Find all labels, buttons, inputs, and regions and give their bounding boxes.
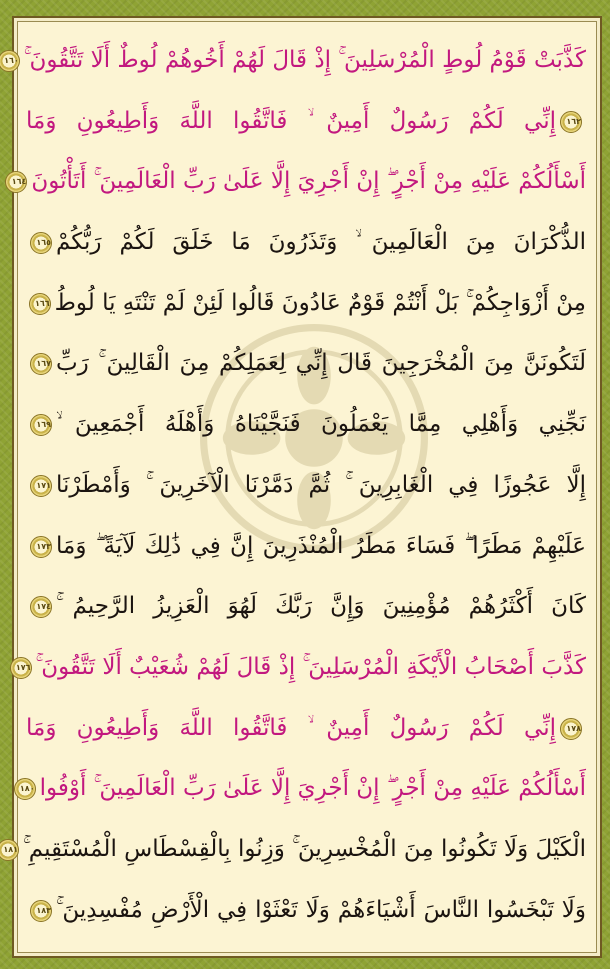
ayah-number-medallion: ١٦٤ — [5, 171, 27, 193]
text-line: وَلَا تَبْخَسُوا النَّاسَ أَشْيَاءَهُمْ وَلَا تَعْثَوْا فِي الْأَرْضِ مُفْسِدِينَ ۚ١٨٣ — [26, 880, 586, 941]
text-line: كَانَ أَكْثَرُهُمْ مُؤْمِنِينَ وَإِنَّ رَبَّكَ لَهُوَ الْعَزِيزُ الرَّحِيمُ ۚ١٧٤ — [26, 576, 586, 637]
ayah-number-medallion: ١٦٦ — [29, 293, 51, 315]
ayah-number-medallion: ١٦٩ — [30, 414, 52, 436]
ayah-number-medallion: ١٦٥ — [30, 232, 52, 254]
text-line: عَلَيْهِمْ مَطَرًا ۖ فَسَاءَ مَطَرُ الْمُنْذَرِينَ إِنَّ فِي ذَٰلِكَ لَآيَةً ۖ وَمَا١٧٣ — [26, 516, 586, 577]
text-line: أَسْأَلُكُمْ عَلَيْهِ مِنْ أَجْرٍ ۖ إِنْ أَجْرِيَ إِلَّا عَلَىٰ رَبِّ الْعَالَمِينَ ۚ أَوْفُوا١٨٠ — [26, 758, 586, 819]
ayah-number-medallion: ١٧٦ — [10, 657, 32, 679]
ayah-number-medallion: ١٧٤ — [30, 596, 52, 618]
ayah-number-medallion: ١٦٧ — [30, 353, 52, 375]
text-line: أَسْأَلُكُمْ عَلَيْهِ مِنْ أَجْرٍ ۖ إِنْ أَجْرِيَ إِلَّا عَلَىٰ رَبِّ الْعَالَمِينَ ۚ أَتَأْتُونَ١٦٤ — [26, 151, 586, 212]
ayah-number-medallion: ١٦٠ — [0, 50, 20, 72]
ayah-number-medallion: ١٧٨ — [560, 718, 582, 740]
ayah-number-medallion: ١٨٣ — [30, 900, 52, 922]
text-line: إِلَّا عَجُوزًا فِي الْغَابِرِينَ ۚ ثُمَّ دَمَّرْنَا الْآخَرِينَ ۚ وَأَمْطَرْنَا١٧١ — [26, 455, 586, 516]
text-lines — [3, 30, 586, 940]
text-line: كَذَّبَتْ قَوْمُ لُوطٍ الْمُرْسَلِينَ ۚ إِذْ قَالَ لَهُمْ أَخُوهُمْ لُوطٌ أَلَا تَتَّقُونَ ۚ١٦٠ — [26, 30, 586, 91]
text-line: لَتَكُونَنَّ مِنَ الْمُخْرَجِينَ قَالَ إِنِّي لِعَمَلِكُمْ مِنَ الْقَالِينَ ۚ رَبِّ١٦٧ — [26, 333, 586, 394]
text-line: كَذَّبَ أَصْحَابُ الْأَيْكَةِ الْمُرْسَلِينَ ۚ إِذْ قَالَ لَهُمْ شُعَيْبٌ أَلَا تَتَّقُونَ ۚ١٧٦ — [26, 637, 586, 698]
ayah-number-medallion: ١٨٠ — [14, 778, 36, 800]
ayah-number-medallion: ١٨١ — [0, 839, 19, 861]
text-line: ١٧٨إِنِّي لَكُمْ رَسُولٌ أَمِينٌ ۙ فَاتَّقُوا اللَّهَ وَأَطِيعُونِ وَمَا — [26, 714, 581, 741]
ayah-number-medallion: ١٧١ — [30, 475, 52, 497]
text-line: الذُّكْرَانَ مِنَ الْعَالَمِينَ ۙ وَتَذَرُونَ مَا خَلَقَ لَكُمْ رَبُّكُمْ١٦٥ — [26, 212, 586, 273]
text-line: ١٦٢إِنِّي لَكُمْ رَسُولٌ أَمِينٌ ۙ فَاتَّقُوا اللَّهَ وَأَطِيعُونِ وَمَا — [26, 107, 581, 134]
text-line: الْكَيْلَ وَلَا تَكُونُوا مِنَ الْمُخْسِرِينَ ۚ وَزِنُوا بِالْقِسْطَاسِ الْمُسْتَقِيمِ ۚ١٨١ — [26, 819, 586, 880]
text-line: مِنْ أَزْوَاجِكُمْ ۚ بَلْ أَنْتُمْ قَوْمٌ عَادُونَ قَالُوا لَئِنْ لَمْ تَنْتَهِ يَا لُوطُ١٦٦ — [26, 273, 586, 334]
text-line: نَجِّنِي وَأَهْلِي مِمَّا يَعْمَلُونَ فَنَجَّيْنَاهُ وَأَهْلَهُ أَجْمَعِينَ ۙ١٦٩ — [26, 394, 586, 455]
ayah-number-medallion: ١٦٢ — [560, 111, 582, 133]
ayah-number-medallion: ١٧٣ — [30, 536, 52, 558]
